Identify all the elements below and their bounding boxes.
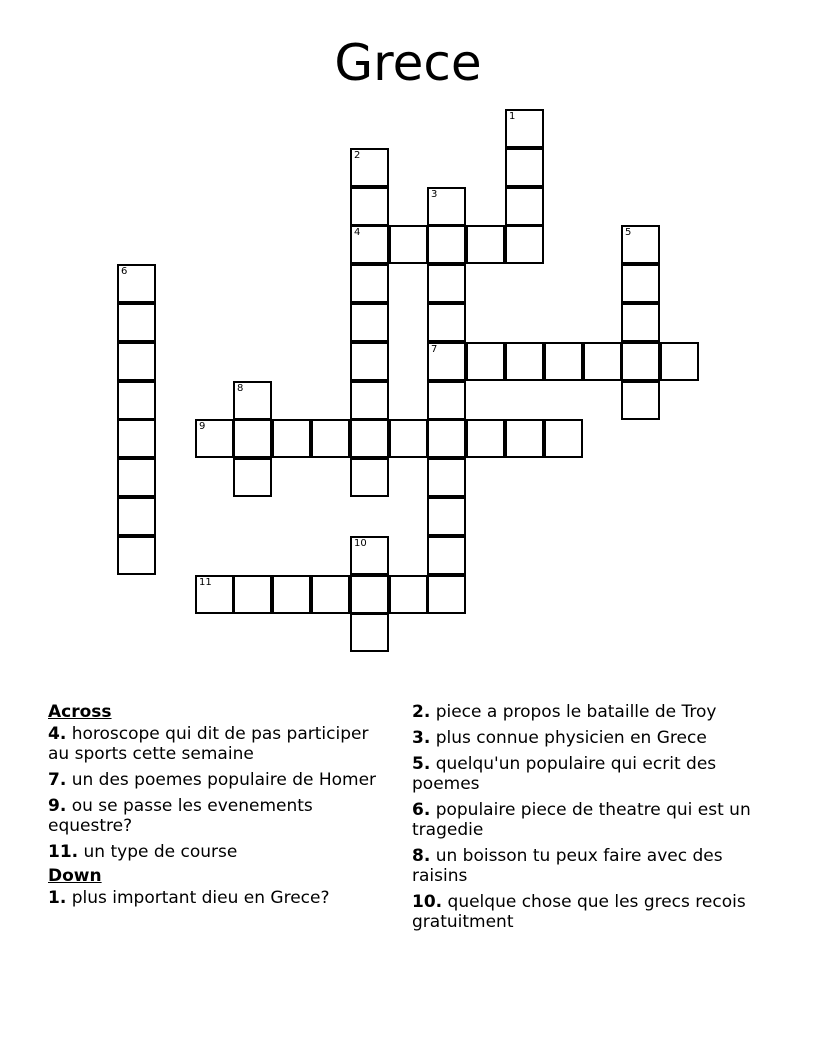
clue-down-6	[412, 800, 772, 840]
grid-cell[interactable]	[350, 342, 389, 381]
grid-cell[interactable]	[660, 342, 699, 381]
grid-cell[interactable]	[427, 575, 466, 614]
grid-cell[interactable]	[117, 342, 156, 381]
clue-down-5	[412, 754, 772, 794]
clue-down-3	[412, 728, 772, 748]
clue-down-10	[412, 892, 772, 932]
grid-cell[interactable]	[427, 497, 466, 536]
grid-cell[interactable]	[311, 419, 350, 458]
clue-number: 9.	[48, 796, 67, 816]
grid-cell[interactable]	[621, 381, 660, 420]
grid-cell[interactable]	[350, 419, 389, 458]
clue-text: quelqu'un populaire qui ecrit des poemes	[412, 754, 717, 794]
clue-number: 7.	[48, 770, 67, 790]
grid-cell[interactable]	[195, 575, 234, 614]
clue-text: ou se passe les evenements equestre?	[48, 796, 313, 836]
grid-cell[interactable]	[505, 187, 544, 226]
cell-number: 10	[354, 538, 367, 549]
grid-cell[interactable]	[427, 187, 466, 226]
clue-text: plus important dieu en Grece?	[71, 888, 330, 908]
grid-cell[interactable]	[505, 109, 544, 148]
grid-cell[interactable]	[117, 497, 156, 536]
clue-number: 6.	[412, 800, 431, 820]
grid-cell[interactable]	[350, 458, 389, 497]
grid-cell[interactable]	[350, 381, 389, 420]
clues-left-column	[48, 702, 378, 914]
grid-cell[interactable]	[350, 148, 389, 187]
grid-cell[interactable]	[195, 419, 234, 458]
grid-cell[interactable]	[505, 148, 544, 187]
grid-cell[interactable]	[272, 419, 311, 458]
cell-number: 8	[237, 383, 244, 394]
clue-down-8	[412, 846, 772, 886]
grid-cell[interactable]	[350, 187, 389, 226]
grid-cell[interactable]	[427, 381, 466, 420]
clue-number: 3.	[412, 728, 431, 748]
clue-number: 2.	[412, 702, 431, 722]
cell-number: 5	[625, 227, 632, 238]
grid-cell[interactable]	[311, 575, 350, 614]
grid-cell[interactable]	[621, 303, 660, 342]
grid-cell[interactable]	[427, 342, 466, 381]
grid-cell[interactable]	[350, 575, 389, 614]
clue-text: quelque chose que les grecs recois gratuitment	[412, 892, 746, 932]
grid-cell[interactable]	[427, 419, 466, 458]
grid-cell[interactable]	[117, 458, 156, 497]
clue-number: 11.	[48, 842, 79, 862]
grid-cell[interactable]	[505, 419, 544, 458]
grid-cell[interactable]	[350, 303, 389, 342]
cell-number: 1	[509, 111, 516, 122]
clue-down-2	[412, 702, 772, 722]
clue-text: piece a propos le bataille de Troy	[435, 702, 717, 722]
grid-cell[interactable]	[427, 536, 466, 575]
grid-cell[interactable]	[427, 458, 466, 497]
grid-cell[interactable]	[350, 613, 389, 652]
grid-cell[interactable]	[427, 264, 466, 303]
grid-cell[interactable]	[233, 381, 272, 420]
clue-number: 1.	[48, 888, 67, 908]
grid-cell[interactable]	[466, 419, 505, 458]
across-heading: Across	[48, 702, 112, 722]
clue-down-1	[48, 888, 378, 908]
grid-cell[interactable]	[117, 381, 156, 420]
down-heading: Down	[48, 866, 102, 886]
cell-number: 4	[354, 227, 361, 238]
page-title: Grece	[334, 34, 482, 92]
grid-cell[interactable]	[505, 342, 544, 381]
clue-text: un des poemes populaire de Homer	[71, 770, 377, 790]
grid-cell[interactable]	[427, 303, 466, 342]
grid-cell[interactable]	[389, 419, 428, 458]
grid-cell[interactable]	[544, 419, 583, 458]
grid-cell[interactable]	[621, 264, 660, 303]
grid-cell[interactable]	[583, 342, 622, 381]
clue-text: un boisson tu peux faire avec des raisins	[412, 846, 723, 886]
grid-cell[interactable]	[389, 575, 428, 614]
clue-across-11	[48, 842, 378, 862]
grid-cell[interactable]	[117, 264, 156, 303]
cell-number: 2	[354, 150, 361, 161]
clue-across-4	[48, 724, 378, 764]
grid-cell[interactable]	[272, 575, 311, 614]
grid-cell[interactable]	[233, 575, 272, 614]
grid-cell[interactable]	[350, 536, 389, 575]
clue-text: populaire piece de theatre qui est un tragedie	[412, 800, 751, 840]
grid-cell[interactable]	[117, 303, 156, 342]
grid-cell[interactable]	[350, 225, 389, 264]
grid-cell[interactable]	[621, 342, 660, 381]
cell-number: 7	[431, 344, 438, 355]
grid-cell[interactable]	[389, 225, 428, 264]
cell-number: 6	[121, 266, 128, 277]
grid-cell[interactable]	[505, 225, 544, 264]
clue-number: 5.	[412, 754, 431, 774]
grid-cell[interactable]	[544, 342, 583, 381]
grid-cell[interactable]	[233, 419, 272, 458]
clue-number: 8.	[412, 846, 431, 866]
grid-cell[interactable]	[621, 225, 660, 264]
grid-cell[interactable]	[350, 264, 389, 303]
clue-text: plus connue physicien en Grece	[435, 728, 707, 748]
grid-cell[interactable]	[117, 536, 156, 575]
clue-across-7	[48, 770, 378, 790]
clues-right-column	[412, 702, 772, 938]
grid-cell[interactable]	[427, 225, 466, 264]
grid-cell[interactable]	[117, 419, 156, 458]
grid-cell[interactable]	[466, 225, 505, 264]
clue-number: 10.	[412, 892, 443, 912]
grid-cell[interactable]	[233, 458, 272, 497]
cell-number: 9	[199, 421, 206, 432]
cell-number: 11	[199, 577, 212, 588]
cell-number: 3	[431, 189, 438, 200]
clue-text: un type de course	[83, 842, 238, 862]
clue-text: horoscope qui dit de pas participer au sports cette semaine	[48, 724, 369, 764]
grid-cell[interactable]	[466, 342, 505, 381]
clue-across-9	[48, 796, 378, 836]
clue-number: 4.	[48, 724, 67, 744]
